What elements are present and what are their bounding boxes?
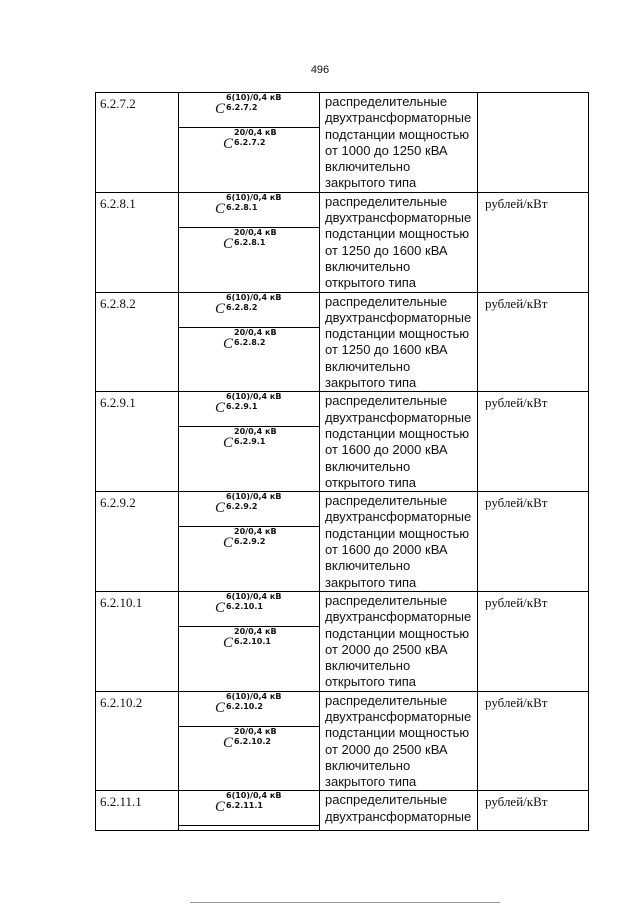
description-line: распределительные — [325, 692, 448, 708]
formula-superscript: 6(10)/0,4 кВ — [226, 791, 282, 801]
description-line: включительно — [325, 358, 411, 374]
formula-20kv — [179, 228, 319, 262]
description-line: открытого типа — [325, 275, 416, 291]
description-line: двухтрансформаторные — [325, 210, 472, 226]
formula-superscript: 20/0,4 кВ — [234, 626, 277, 636]
description-line: включительно — [325, 757, 411, 773]
unit: рублей/кВт — [478, 492, 589, 592]
unit: рублей/кВт — [478, 192, 589, 292]
item-code: 6.2.9.2 — [96, 492, 179, 592]
formula-subscript: 6.2.11.1 — [226, 801, 263, 811]
unit: рублей/кВт — [478, 392, 589, 492]
formula-letter: C — [215, 699, 226, 716]
description-line: открытого типа — [325, 474, 416, 490]
description-line: подстанции мощностью — [325, 126, 470, 142]
description-line: от 1250 до 1600 кВА — [325, 242, 448, 258]
description-line: включительно — [325, 658, 411, 674]
formula-20kv — [179, 527, 319, 561]
description — [320, 192, 478, 292]
formula-subscript: 6.2.10.1 — [234, 636, 271, 646]
item-code: 6.2.11.1 — [96, 791, 179, 831]
formula-superscript: 6(10)/0,4 кВ — [226, 691, 282, 701]
formula-subscript: 6.2.9.1 — [234, 437, 266, 447]
description-line: двухтрансформаторные — [325, 708, 472, 724]
formula-cell — [179, 292, 320, 392]
formula-cell — [179, 192, 320, 292]
item-code: 6.2.10.2 — [96, 691, 179, 791]
description-line: двухтрансформаторные — [325, 808, 472, 824]
formula-letter: C — [223, 235, 234, 252]
table-row — [96, 392, 589, 492]
page-number: 496 — [310, 64, 330, 76]
formula-subscript: 6.2.10.2 — [226, 701, 263, 711]
description-line: распределительные — [325, 592, 448, 608]
description-line: распределительные — [325, 193, 448, 209]
formula-6-10kv — [179, 293, 319, 328]
formula-cell — [179, 392, 320, 492]
formula-6-10kv — [179, 692, 319, 727]
description-line: распределительные — [325, 94, 448, 109]
formula-subscript: 6.2.9.2 — [226, 502, 258, 512]
formula-subscript: 6.2.7.2 — [234, 138, 266, 147]
item-code: 6.2.7.2 — [96, 93, 179, 193]
description — [320, 392, 478, 492]
formula-subscript: 6.2.9.1 — [226, 402, 258, 412]
formula-superscript: 20/0,4 кВ — [234, 726, 277, 736]
formula-letter: C — [215, 200, 226, 217]
description-line: от 1250 до 1600 кВА — [325, 342, 448, 358]
description-line: включительно — [325, 159, 411, 175]
description-line: подстанции мощностью — [325, 226, 470, 242]
formula-letter: C — [215, 500, 226, 517]
formula-6-10kv — [179, 93, 319, 128]
description-line: двухтрансформаторные — [325, 409, 472, 425]
description-line: двухтрансформаторные — [325, 309, 472, 325]
description — [320, 591, 478, 691]
bottom-divider — [190, 902, 500, 903]
description-line: включительно — [325, 258, 411, 274]
formula-subscript: 6.2.10.1 — [226, 601, 263, 611]
description-line: от 2000 до 2500 кВА — [325, 741, 448, 757]
description — [320, 93, 478, 193]
description-line: распределительные — [325, 393, 448, 409]
formula-subscript: 6.2.8.2 — [226, 302, 258, 312]
formula-superscript: 6(10)/0,4 кВ — [226, 492, 282, 502]
formula-letter: C — [223, 634, 234, 651]
description — [320, 691, 478, 791]
description-line: двухтрансформаторные — [325, 609, 472, 625]
formula-superscript: 20/0,4 кВ — [234, 227, 277, 237]
formula-6-10kv — [179, 791, 319, 826]
formula-6-10kv — [179, 392, 319, 427]
formula-subscript: 6.2.8.2 — [234, 337, 266, 347]
description-line: от 1000 до 1250 кВА — [325, 142, 448, 158]
table-row — [96, 791, 589, 831]
description-line: подстанции мощностью — [325, 625, 470, 641]
formula-letter: C — [215, 400, 226, 417]
formula-superscript: 20/0,4 кВ — [234, 327, 277, 337]
description-line: закрытого типа — [325, 574, 417, 590]
description-line: закрытого типа — [325, 774, 417, 790]
formula-superscript: 20/0,4 кВ — [234, 427, 277, 437]
formula-subscript: 6.2.10.2 — [234, 736, 271, 746]
description — [320, 492, 478, 592]
formula-subscript: 6.2.8.1 — [226, 202, 258, 212]
unit: рублей/кВт — [478, 591, 589, 691]
item-code: 6.2.9.1 — [96, 392, 179, 492]
description-line: двухтрансформаторные — [325, 509, 472, 525]
formula-6-10kv — [179, 592, 319, 627]
description-line: распределительные — [325, 293, 448, 309]
description-line: открытого типа — [325, 674, 416, 690]
formula-letter: C — [223, 136, 234, 152]
formula-20kv — [179, 727, 319, 761]
formula-superscript: 20/0,4 кВ — [234, 527, 277, 537]
formula-letter: C — [215, 101, 226, 117]
formula-6-10kv — [179, 492, 319, 527]
formula-superscript: 6(10)/0,4 кВ — [226, 591, 282, 601]
description-line: двухтрансформаторные — [325, 110, 472, 126]
formula-20kv — [179, 328, 319, 362]
description-line: от 2000 до 2500 кВА — [325, 641, 448, 657]
formula-superscript: 6(10)/0,4 кВ — [226, 192, 282, 202]
description-line: подстанции мощностью — [325, 425, 470, 441]
formula-subscript: 6.2.7.2 — [226, 103, 258, 112]
formula-subscript: 6.2.8.1 — [234, 237, 266, 247]
formula-letter: C — [215, 300, 226, 317]
formula-20kv — [179, 627, 319, 661]
tariff-table — [95, 92, 589, 831]
formula-letter: C — [223, 435, 234, 452]
formula-cell — [179, 492, 320, 592]
item-code: 6.2.10.1 — [96, 591, 179, 691]
description-line: от 1600 до 2000 кВА — [325, 442, 448, 458]
description-line: закрытого типа — [325, 375, 417, 391]
description-line: распределительные — [325, 792, 448, 808]
item-code: 6.2.8.2 — [96, 292, 179, 392]
formula-superscript: 6(10)/0,4 кВ — [226, 392, 282, 402]
description-line: от 1600 до 2000 кВА — [325, 542, 448, 558]
item-code: 6.2.8.1 — [96, 192, 179, 292]
description — [320, 791, 478, 831]
formula-superscript: 20/0,4 кВ — [234, 128, 277, 137]
description-line: включительно — [325, 458, 411, 474]
description-line: распределительные — [325, 493, 448, 509]
formula-cell — [179, 791, 320, 831]
formula-subscript: 6.2.9.2 — [234, 537, 266, 547]
table-row — [96, 292, 589, 392]
table-row — [96, 691, 589, 791]
description-line: закрытого типа — [325, 175, 417, 191]
table-row — [96, 492, 589, 592]
formula-superscript: 6(10)/0,4 кВ — [226, 93, 282, 102]
formula-letter: C — [223, 535, 234, 552]
description-line: включительно — [325, 558, 411, 574]
formula-cell — [179, 591, 320, 691]
formula-superscript: 6(10)/0,4 кВ — [226, 292, 282, 302]
table-row — [96, 93, 589, 193]
unit: рублей/кВт — [478, 292, 589, 392]
formula-letter: C — [223, 335, 234, 352]
formula-cell — [179, 93, 320, 193]
formula-20kv — [179, 427, 319, 461]
description-line: подстанции мощностью — [325, 525, 470, 541]
formula-letter: C — [215, 599, 226, 616]
unit — [478, 93, 589, 193]
unit: рублей/кВт — [478, 791, 589, 831]
table-row — [96, 591, 589, 691]
unit: рублей/кВт — [478, 691, 589, 791]
formula-20kv — [179, 128, 319, 162]
formula-6-10kv — [179, 193, 319, 228]
formula-letter: C — [223, 734, 234, 751]
description — [320, 292, 478, 392]
formula-cell — [179, 691, 320, 791]
description-line: подстанции мощностью — [325, 725, 470, 741]
description-line: подстанции мощностью — [325, 326, 470, 342]
table-row — [96, 192, 589, 292]
formula-letter: C — [215, 799, 226, 816]
